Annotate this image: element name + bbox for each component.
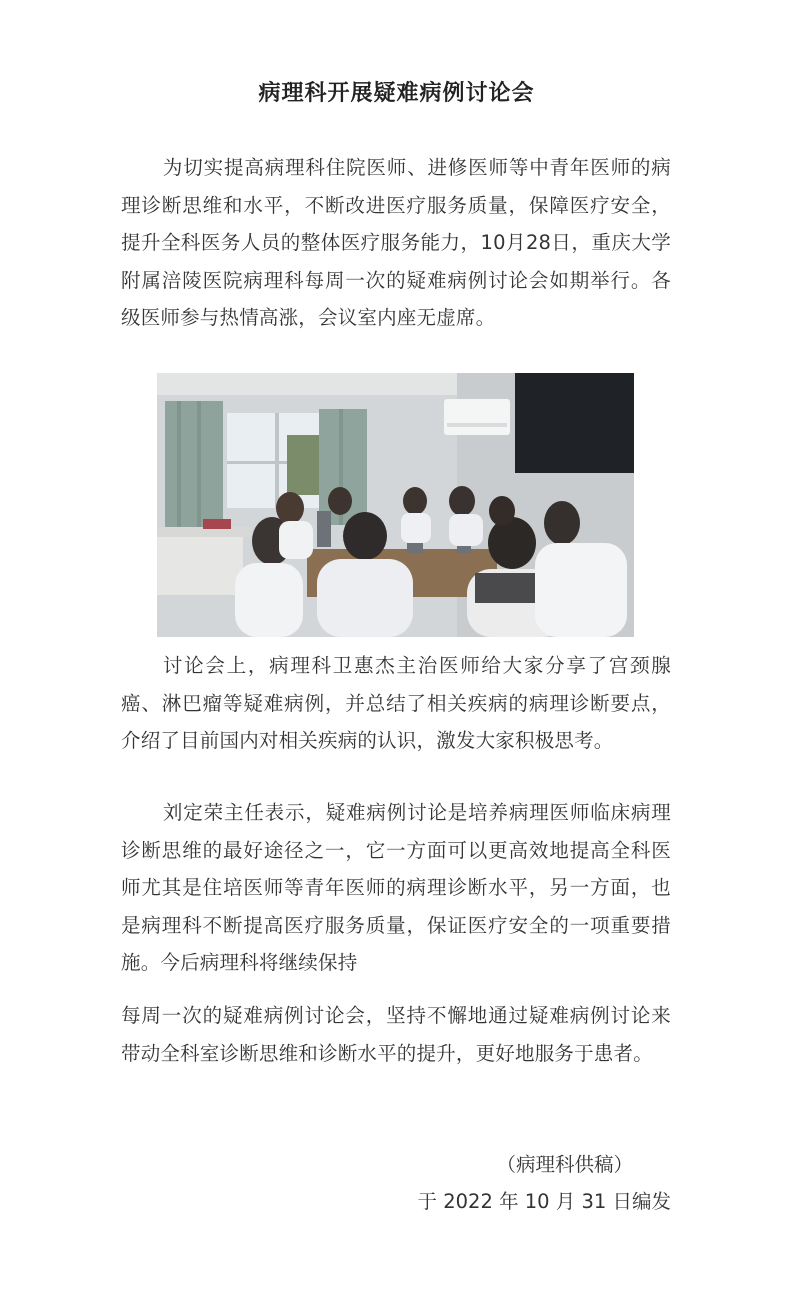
meeting-photo-illustration (157, 373, 634, 637)
paragraph-closing: 每周一次的疑难病例讨论会，坚持不懈地通过疑难病例讨论来带动全科室诊断思维和诊断水平的提升，更好地服务于患者。 (121, 1004, 671, 1065)
article-source: （病理科供稿） (496, 1153, 633, 1176)
publish-date: 于 2022 年 10 月 31 日编发 (417, 1190, 671, 1213)
paragraph-intro: 为切实提高病理科住院医师、进修医师等中青年医师的病理诊断思维和水平，不断改进医疗服务质量，保障医疗安全，提升全科医务人员的整体医疗服务能力，10月28日，重庆大学附属涪陵医院病理科每周一次的疑难病例讨论会如期举行。各级医师参与热情高涨，会议室内座无虚席。 (121, 156, 671, 329)
paragraph-director-remarks: 刘定荣主任表示，疑难病例讨论是培养病理医师临床病理诊断思维的最好途径之一，它一方面可以更高效地提高全科医师尤其是住培医师等青年医师的病理诊断水平，另一方面，也是病理科不断提高医疗服务质量，保证医疗安全的一项重要措施。今后病理科将继续保持 (121, 801, 671, 974)
meeting-photo (157, 373, 634, 637)
article-title: 病理科开展疑难病例讨论会 (258, 81, 535, 106)
paragraph-case-sharing: 讨论会上，病理科卫惠杰主治医师给大家分享了宫颈腺癌、淋巴瘤等疑难病例，并总结了相关疾病的病理诊断要点，介绍了目前国内对相关疾病的认识，激发大家积极思考。 (121, 654, 671, 752)
